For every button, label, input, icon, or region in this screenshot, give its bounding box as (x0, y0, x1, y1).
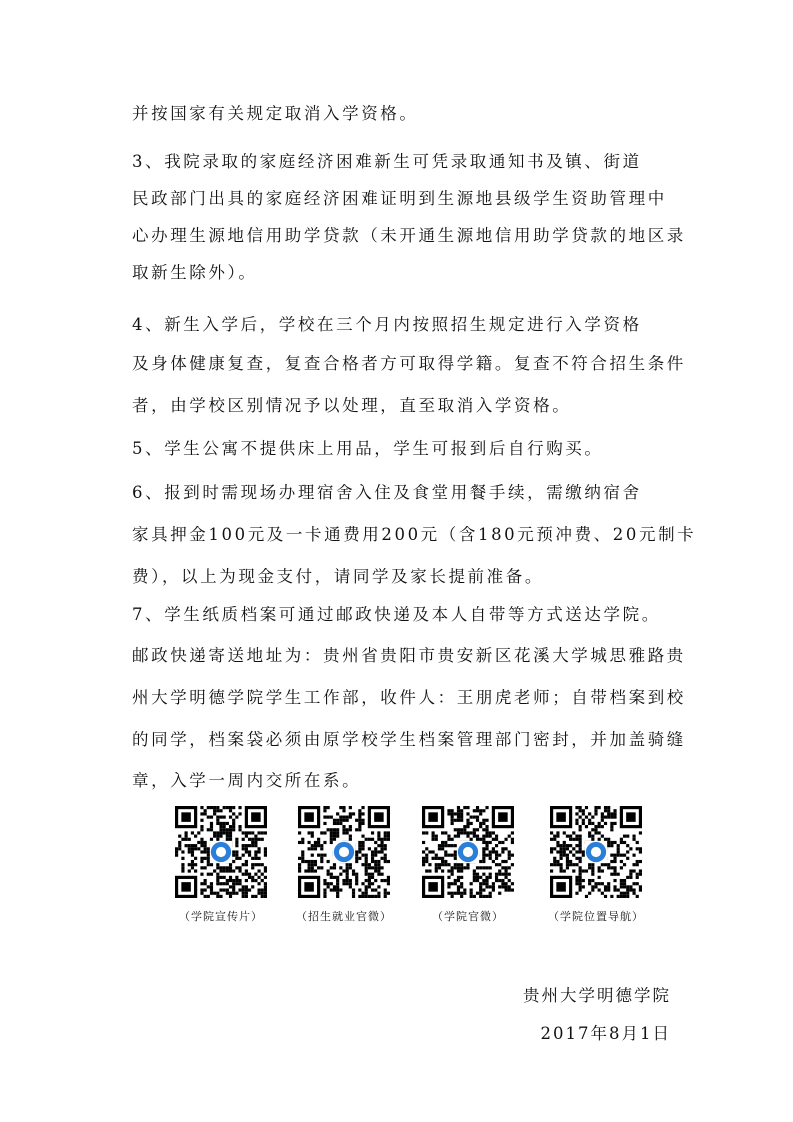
qr-block-official (418, 806, 518, 924)
paragraph-line: 费），以上为现金支付，请同学及家长提前准备。 (132, 567, 544, 586)
signature-date: 2017年8月1日 (540, 1024, 671, 1043)
qr-caption: （招生就业官微） (296, 910, 392, 923)
signature-org: 贵州大学明德学院 (523, 986, 671, 1005)
qr-block-promo-video (171, 806, 271, 924)
qr-code-icon (422, 806, 514, 898)
paragraph-line: 4、新生入学后，学校在三个月内按照招生规定进行入学资格 (132, 315, 642, 334)
qr-code-icon (550, 806, 642, 898)
qr-block-admissions (294, 806, 394, 924)
paragraph-line: 州大学明德学院学生工作部，收件人：王朋虎老师；自带档案到校 (132, 688, 686, 707)
paragraph-line: 并按国家有关规定取消入学资格。 (132, 104, 419, 123)
qr-code-icon (175, 806, 267, 898)
qr-code-icon (298, 806, 390, 898)
paragraph-line: 5、学生公寓不提供床上用品，学生可报到后自行购买。 (132, 439, 604, 458)
paragraph-line: 3、我院录取的家庭经济困难新生可凭录取通知书及镇、街道 (132, 152, 642, 171)
qr-block-navigation (546, 806, 646, 924)
paragraph-line: 6、报到时需现场办理宿舍入住及食堂用餐手续，需缴纳宿舍 (132, 483, 642, 502)
qr-caption: （学院宣传片） (179, 910, 263, 923)
paragraph-line: 家具押金100元及一卡通费用200元（含180元预冲费、20元制卡 (132, 525, 697, 544)
qr-caption: （学院官微） (432, 910, 504, 923)
paragraph-line: 者，由学校区别情况予以处理，直至取消入学资格。 (132, 396, 572, 415)
paragraph-line: 的同学，档案袋必须由原学校学生档案管理部门密封，并加盖骑缝 (132, 730, 686, 749)
paragraph-line: 7、学生纸质档案可通过邮政快递及本人自带等方式送达学院。 (132, 605, 661, 624)
paragraph-line: 及身体健康复查，复查合格者方可取得学籍。复查不符合招生条件 (132, 354, 686, 373)
paragraph-line: 邮政快递寄送地址为：贵州省贵阳市贵安新区花溪大学城思雅路贵 (132, 646, 686, 665)
paragraph-line: 章，入学一周内交所在系。 (132, 771, 362, 790)
paragraph-line: 心办理生源地信用助学贷款（未开通生源地信用助学贷款的地区录 (132, 226, 686, 245)
qr-caption: （学院位置导航） (548, 910, 644, 923)
paragraph-line: 取新生除外）。 (132, 263, 258, 282)
paragraph-line: 民政部门出具的家庭经济困难证明到生源地县级学生资助管理中 (132, 189, 667, 208)
